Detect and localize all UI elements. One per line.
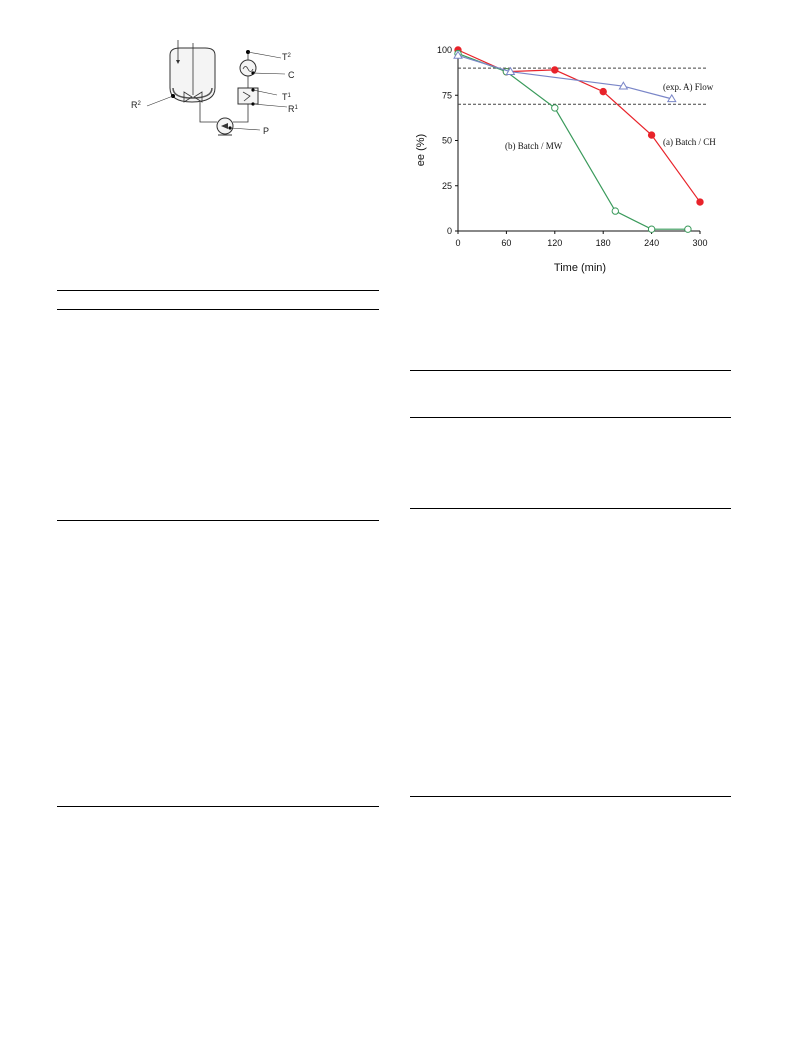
label-c: C [288, 70, 295, 80]
label-r1: $R^1$ [288, 104, 298, 114]
series-line [458, 50, 700, 202]
y-tick-label: 25 [441, 180, 452, 191]
data-point [600, 88, 606, 94]
series-label-batch-ch: (a) Batch / CH [663, 137, 716, 147]
x-tick-label: 0 [455, 238, 461, 248]
table-rule-header [57, 309, 379, 310]
x-tick-label: 300 [692, 238, 708, 248]
data-point [685, 226, 691, 232]
label-p: P [263, 126, 270, 136]
x-tick-label: 120 [547, 238, 563, 248]
data-point [648, 226, 654, 232]
table-rule-bottom [57, 806, 379, 807]
data-point [697, 199, 703, 205]
y-tick-label: 75 [441, 90, 452, 101]
reactor-scheme [120, 40, 320, 140]
x-tick-label: 240 [644, 238, 660, 248]
series-label-batch-mw: (b) Batch / MW [505, 141, 563, 151]
data-point [612, 208, 618, 214]
right-table-rule-mid [410, 508, 731, 509]
label-t1: $T^1$ [282, 92, 291, 102]
label-t2: $T^2$ [282, 52, 291, 62]
label-r2: $R^2$ [131, 100, 141, 110]
right-table-rule-bottom [410, 796, 731, 797]
y-axis-title: ee (%) [415, 133, 427, 167]
ee-chart [410, 38, 730, 278]
y-tick-label: 50 [441, 135, 452, 146]
y-tick-label: 0 [446, 226, 452, 236]
series-line [458, 55, 672, 98]
right-table-rule-top [410, 370, 731, 371]
right-table-rule-header [410, 417, 731, 418]
table-rule-mid [57, 520, 379, 521]
data-point [552, 105, 558, 111]
y-tick-label: 100 [436, 45, 452, 55]
data-point [552, 67, 558, 73]
x-axis-title: Time (min) [553, 262, 607, 274]
series-label-flow: (exp. A) Flow [663, 82, 714, 92]
table-rule-top [57, 290, 379, 291]
data-point [648, 132, 654, 138]
x-tick-label: 180 [595, 238, 611, 248]
x-tick-label: 60 [501, 238, 512, 248]
